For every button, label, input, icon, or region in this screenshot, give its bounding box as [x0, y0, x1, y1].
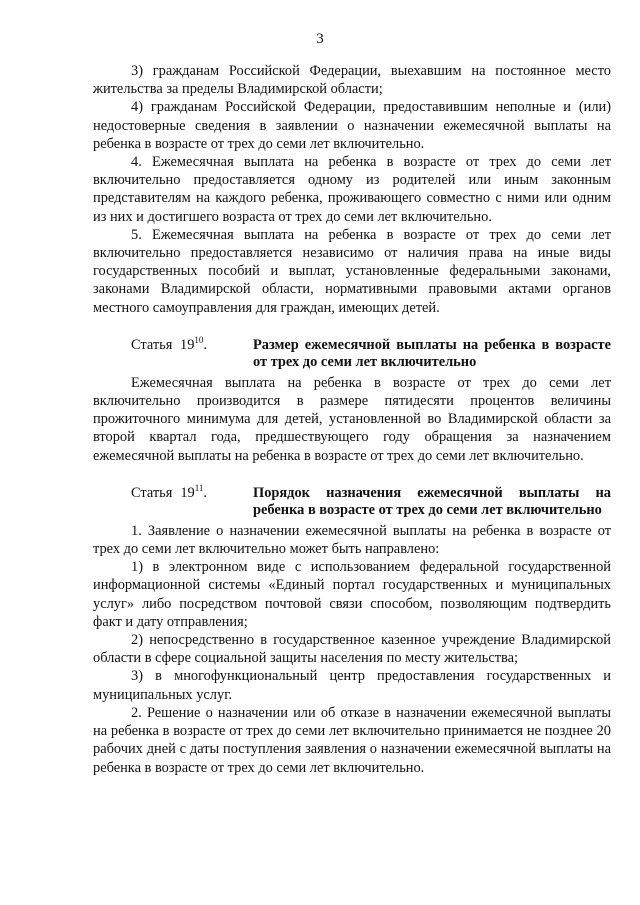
paragraph: 1) в электронном виде с использованием федеральной государственной информационной системы «Единый портал государственных и муниципальных услуг» либо посредством почтовой связи способом, позволяющим подтвердить факт и дату отправления; [93, 559, 611, 630]
paragraph: 4. Ежемесячная выплата на ребенка в возрасте от трех до семи лет включительно предоставляется одному из родителей или иным законным представителям на каждого ребенка, проживающего совместно с ними или одним из них и достигшего возраста от трех до семи лет включительно. [93, 154, 611, 225]
article-number-main: 19 [180, 484, 195, 501]
article-title: Размер ежемесячной выплаты на ребенка в возрасте от трех до семи лет включительно [253, 336, 611, 371]
paragraph: Ежемесячная выплата на ребенка в возрасте от трех до семи лет включительно производится в размере пятидесяти процентов величины прожиточного минимума для детей, установленной во Владимирской области за второй квартал года, предшествующего году обращения за назначением ежемесячной выплаты на ребенка в возрасте от трех до семи лет включительно. [93, 374, 611, 464]
article-heading [93, 337, 611, 372]
paragraph: 1. Заявление о назначении ежемесячной выплаты на ребенка в возрасте от трех до семи лет включительно может быть направлено: [93, 522, 611, 558]
paragraph: 4) гражданам Российской Федерации, предоставившим неполные и (или) недостоверные сведения в заявлении о назначении ежемесячной выплаты на ребенка в возрасте от трех до семи лет включительно. [93, 99, 611, 152]
paragraph: 2) непосредственно в государственное казенное учреждение Владимирской области в сфере социальной защиты населения по месту жительства; [93, 632, 611, 667]
article-number: $19^{10}$. [180, 335, 207, 353]
article-title: Порядок назначения ежемесячной выплаты на ребенка в возрасте от трех до семи лет включительно [253, 484, 611, 519]
paragraph: 3) гражданам Российской Федерации, выехавшим на постоянное место жительства за пределы Владимирской области; [93, 63, 611, 98]
article-word: Статья [131, 484, 173, 501]
paragraph: 3) в многофункциональный центр предоставления государственных и муниципальных услуг. [93, 668, 611, 703]
article-number-sup: 11 [194, 483, 204, 494]
article-number-sup: 10 [194, 335, 204, 346]
article-heading [93, 485, 611, 520]
article-label [93, 337, 253, 372]
document-body [93, 62, 611, 777]
page-number: 3 [316, 31, 324, 47]
article-word: Статья [131, 336, 173, 353]
article-label [93, 485, 253, 520]
paragraph: 5. Ежемесячная выплата на ребенка в возрасте от трех до семи лет включительно предоставляется независимо от наличия права на иные виды государственных пособий и выплат, установленные федеральными законами, законами Владимирской области, нормативными правовыми актами органов местного самоуправления для граждан, имеющих детей. [93, 226, 611, 316]
paragraph: 2. Решение о назначении или об отказе в назначении ежемесячной выплаты на ребенка в возрасте от трех до семи лет включительно принимается не позднее 20 рабочих дней с даты поступления заявления о назначении ежемесячной выплаты на ребенка в возрасте от трех до семи лет включительно. [93, 704, 611, 776]
article-number-main: 19 [180, 336, 195, 353]
article-number: $19^{11}$. [180, 483, 207, 501]
